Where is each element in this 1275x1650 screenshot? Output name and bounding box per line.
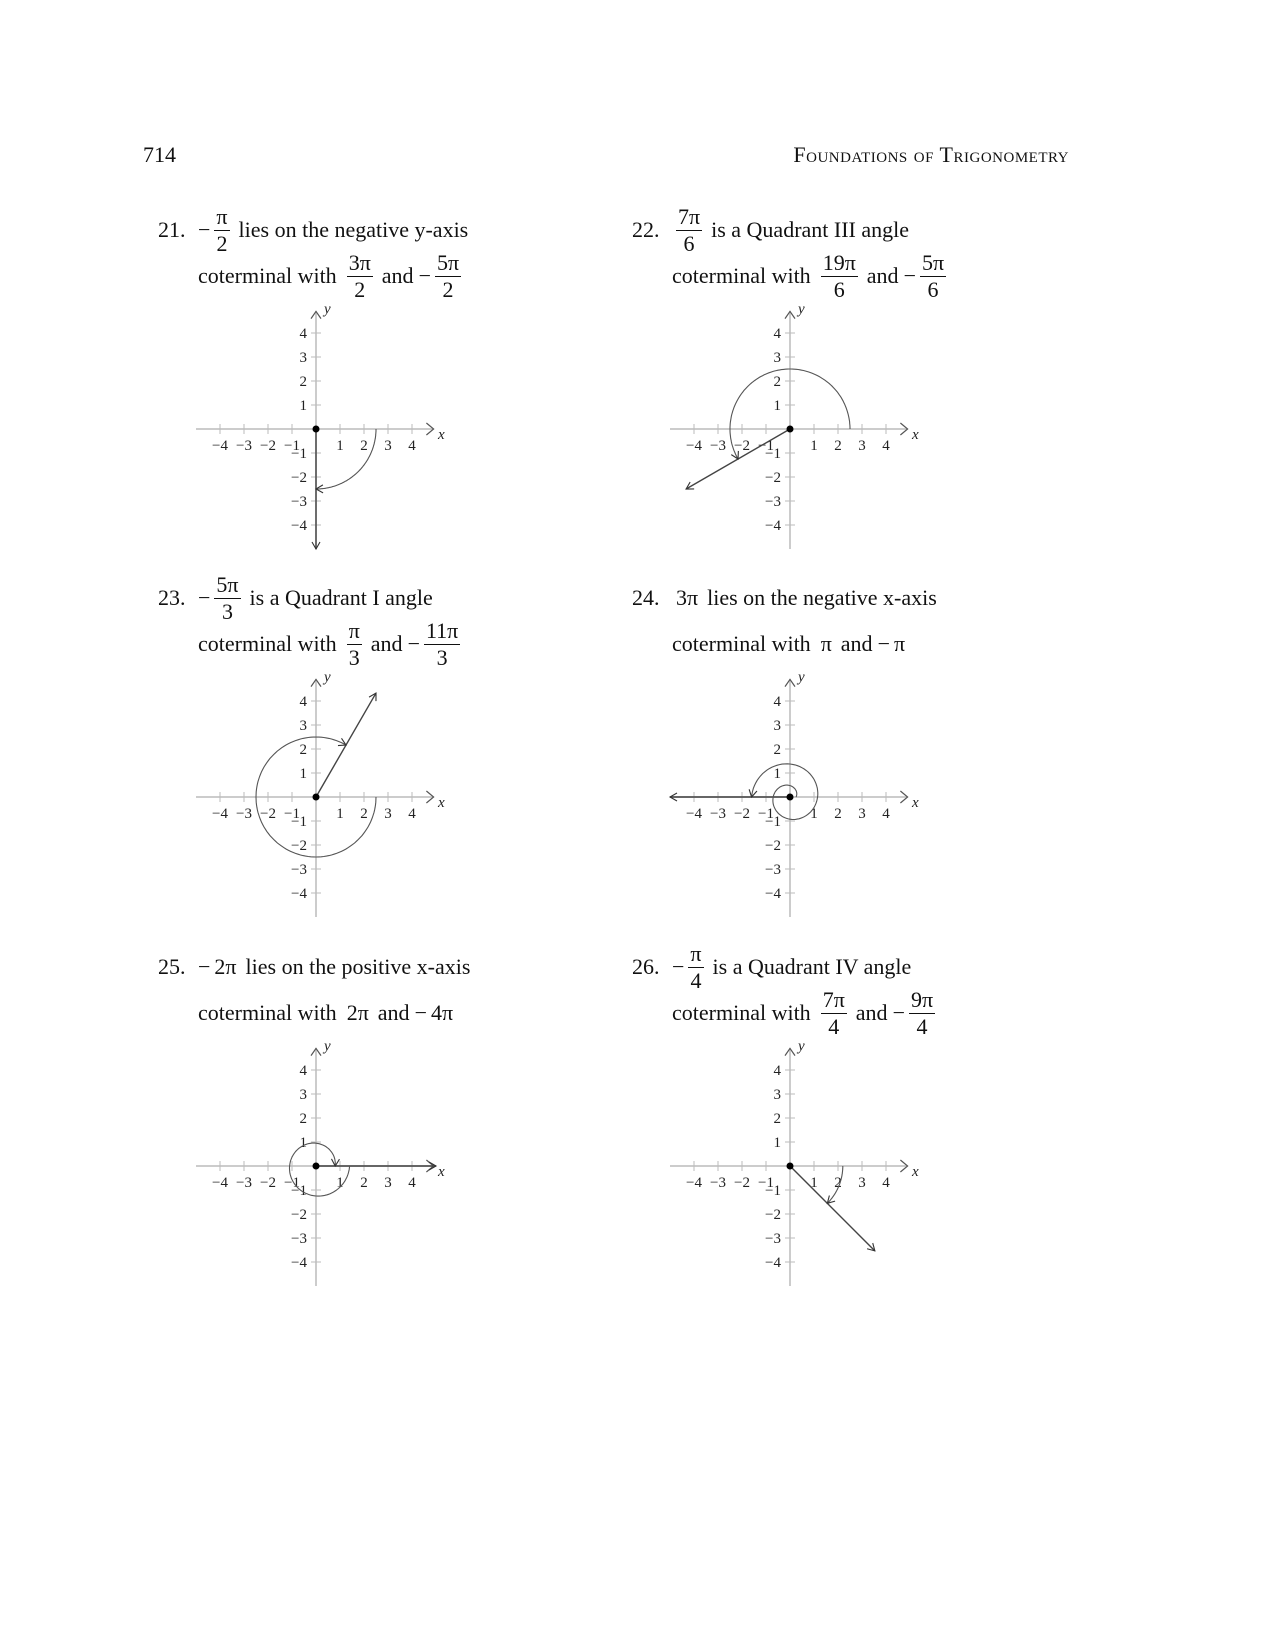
coterminal-label: coterminal with (198, 1000, 337, 1025)
x-axis-label: x (912, 1164, 919, 1180)
coterminal-statement (198, 619, 464, 669)
y-tick-label: 1 (773, 1135, 781, 1151)
coterminal-2-numerator: 5π (436, 249, 460, 275)
angle-denominator: 2 (216, 230, 228, 256)
x-tick-label: 1 (336, 1175, 344, 1191)
page-number: 714 (143, 142, 176, 167)
y-tick-label: −1 (765, 446, 781, 462)
x-tick-label: 1 (810, 438, 818, 454)
coterminal-1-fraction (821, 986, 847, 1039)
coterminal-1-fraction (347, 617, 362, 670)
coterminal-1-fraction (821, 249, 858, 302)
y-tick-label: 1 (773, 766, 781, 782)
y-tick-label: 1 (299, 1135, 307, 1151)
coterminal-statement (672, 988, 939, 1038)
problem-number: 26. (632, 954, 660, 979)
origin-point (313, 794, 320, 801)
statement-text: lies on the positive x-axis (245, 954, 471, 979)
coterminal-2-fraction (435, 249, 461, 302)
problem-statement (158, 942, 475, 992)
statement-text: is a Quadrant III angle (711, 217, 910, 242)
y-tick-label: −4 (765, 886, 781, 902)
y-tick-label: −4 (765, 1255, 781, 1271)
x-tick-label: −2 (260, 438, 276, 454)
running-title: Foundations of Trigonometry (793, 142, 1069, 167)
coterminal-statement (672, 251, 950, 301)
x-axis-label: x (438, 1164, 445, 1180)
x-tick-label: 4 (408, 438, 416, 454)
y-tick-label: −4 (291, 1255, 307, 1271)
coterminal-2-denominator: 2 (442, 276, 454, 302)
y-tick-label: −4 (291, 518, 307, 534)
coterminal-1-numerator: 3π (348, 249, 371, 275)
x-tick-label: 2 (360, 1175, 368, 1191)
unit-graph (660, 667, 960, 937)
x-tick-label: −1 (284, 806, 300, 822)
y-tick-label: −1 (291, 1183, 307, 1199)
unit-graph (186, 1036, 486, 1306)
x-tick-label: 2 (834, 806, 842, 822)
problem-number: 23. (158, 585, 186, 610)
coterminal-2-sign: − (407, 631, 420, 656)
origin-point (313, 1163, 320, 1170)
x-axis-label: x (912, 795, 919, 811)
angle-fraction (676, 203, 702, 256)
y-axis-label: y (324, 1038, 331, 1055)
problem-statement (632, 573, 942, 623)
x-tick-label: −4 (212, 806, 228, 822)
angle-sign: − (198, 217, 211, 242)
angle-denominator: 4 (690, 967, 702, 993)
coterminal-1-denominator: 4 (828, 1013, 840, 1039)
y-tick-label: 2 (299, 374, 307, 390)
y-tick-label: −1 (291, 446, 307, 462)
angle-sign: − (198, 954, 211, 979)
y-tick-label: 3 (299, 1087, 307, 1103)
coterminal-2-fraction (909, 986, 935, 1039)
problem-number: 21. (158, 217, 186, 242)
x-tick-label: −3 (236, 806, 252, 822)
x-tick-label: −2 (260, 1175, 276, 1191)
x-tick-label: −2 (260, 806, 276, 822)
x-tick-label: −2 (734, 438, 750, 454)
y-axis-label: y (798, 1038, 805, 1055)
x-tick-label: −3 (710, 438, 726, 454)
x-tick-label: 3 (384, 438, 392, 454)
x-axis-label: x (912, 427, 919, 443)
x-tick-label: 4 (408, 1175, 416, 1191)
y-tick-label: −1 (765, 814, 781, 830)
y-tick-label: 2 (299, 742, 307, 758)
angle-denominator: 6 (683, 230, 695, 256)
coterminal-1-numerator: 7π (822, 986, 845, 1012)
problem-number: 25. (158, 954, 186, 979)
coterminal-1-fraction (347, 249, 373, 302)
y-tick-label: −1 (291, 814, 307, 830)
y-tick-label: 4 (299, 326, 307, 342)
y-tick-label: −2 (291, 838, 307, 854)
angle-value: 2π (214, 954, 237, 979)
x-tick-label: 3 (384, 806, 392, 822)
statement-text: lies on the negative x-axis (707, 585, 937, 610)
x-axis-label: x (438, 427, 445, 443)
y-axis-label: y (798, 669, 805, 686)
y-tick-label: 4 (773, 694, 781, 710)
y-tick-label: −3 (291, 494, 307, 510)
coterminal-1-denominator: 3 (348, 644, 360, 670)
coterminal-2-sign: − (892, 1000, 905, 1025)
y-tick-label: −3 (765, 494, 781, 510)
y-tick-label: 3 (773, 718, 781, 734)
y-axis-label: y (324, 301, 331, 318)
x-tick-label: 3 (384, 1175, 392, 1191)
coterminal-label: coterminal with (672, 631, 811, 656)
coterminal-1-denominator: 6 (833, 276, 845, 302)
problem-number: 24. (632, 585, 660, 610)
problem-number: 22. (632, 217, 660, 242)
y-tick-label: −2 (291, 1207, 307, 1223)
coterminal-statement (198, 251, 465, 301)
problem-statement (158, 573, 438, 623)
and-text: and (370, 631, 403, 656)
angle-denominator: 3 (221, 598, 233, 624)
coterminal-1-value: π (820, 631, 832, 656)
y-tick-label: −4 (291, 886, 307, 902)
y-tick-label: −2 (765, 838, 781, 854)
origin-point (787, 426, 794, 433)
coterminal-1-value: 2π (346, 1000, 369, 1025)
x-tick-label: 3 (858, 438, 866, 454)
y-tick-label: 1 (299, 766, 307, 782)
x-tick-label: −4 (686, 1175, 702, 1191)
coterminal-label: coterminal with (672, 263, 811, 288)
y-tick-label: −4 (765, 518, 781, 534)
origin-point (787, 1163, 794, 1170)
statement-text: lies on the negative y-axis (238, 217, 469, 242)
angle-sign: − (672, 954, 685, 979)
and-text: and (840, 631, 873, 656)
coterminal-2-numerator: 11π (425, 617, 459, 643)
x-tick-label: −2 (734, 1175, 750, 1191)
origin-point (313, 426, 320, 433)
y-tick-label: −1 (765, 1183, 781, 1199)
angle-numerator: 5π (216, 571, 239, 597)
y-tick-label: 2 (773, 374, 781, 390)
x-tick-label: 4 (882, 806, 890, 822)
angle-fraction (214, 571, 240, 624)
coterminal-1-numerator: 19π (822, 249, 856, 275)
coterminal-2-sign: − (414, 1000, 427, 1025)
angle-value: 3π (676, 585, 699, 610)
unit-graph (660, 299, 960, 569)
problem-statement (158, 205, 473, 255)
y-tick-label: −2 (765, 470, 781, 486)
and-text: and (866, 263, 899, 288)
x-tick-label: −3 (710, 806, 726, 822)
problem-statement (632, 205, 914, 255)
x-tick-label: −1 (758, 806, 774, 822)
x-tick-label: 4 (408, 806, 416, 822)
coterminal-label: coterminal with (672, 1000, 811, 1025)
coterminal-label: coterminal with (198, 263, 337, 288)
x-tick-label: −1 (758, 1175, 774, 1191)
y-tick-label: −3 (765, 1231, 781, 1247)
angle-numerator: 7π (678, 203, 701, 229)
y-tick-label: 1 (773, 398, 781, 414)
y-tick-label: 4 (773, 1063, 781, 1079)
x-tick-label: 1 (810, 806, 818, 822)
x-axis-label: x (438, 795, 445, 811)
coterminal-2-sign: − (418, 263, 431, 288)
angle-fraction (688, 940, 703, 993)
y-tick-label: 2 (773, 1111, 781, 1127)
problem-statement (632, 942, 916, 992)
x-tick-label: −3 (710, 1175, 726, 1191)
coterminal-1-numerator: π (348, 617, 360, 643)
y-tick-label: 2 (773, 742, 781, 758)
coterminal-2-denominator: 4 (916, 1013, 928, 1039)
x-tick-label: −1 (284, 438, 300, 454)
x-tick-label: 4 (882, 438, 890, 454)
y-tick-label: −2 (291, 470, 307, 486)
x-tick-label: 1 (336, 438, 344, 454)
coterminal-2-denominator: 6 (927, 276, 939, 302)
coterminal-1-denominator: 2 (354, 276, 366, 302)
x-tick-label: 2 (834, 438, 842, 454)
angle-numerator: π (690, 940, 702, 966)
coterminal-label: coterminal with (198, 631, 337, 656)
x-tick-label: 3 (858, 1175, 866, 1191)
coterminal-2-value: π (893, 631, 906, 656)
origin-point (787, 794, 794, 801)
y-tick-label: −3 (291, 1231, 307, 1247)
unit-graph (186, 667, 486, 937)
x-tick-label: −4 (212, 1175, 228, 1191)
coterminal-2-sign: − (877, 631, 890, 656)
statement-text: is a Quadrant IV angle (712, 954, 912, 979)
y-tick-label: 1 (299, 398, 307, 414)
coterminal-2-fraction (920, 249, 946, 302)
x-tick-label: 1 (336, 806, 344, 822)
y-tick-label: 4 (773, 326, 781, 342)
y-tick-label: 3 (773, 1087, 781, 1103)
x-tick-label: −2 (734, 806, 750, 822)
x-tick-label: 3 (858, 806, 866, 822)
and-text: and (855, 1000, 888, 1025)
y-tick-label: −3 (291, 862, 307, 878)
y-tick-label: 3 (773, 350, 781, 366)
y-axis-label: y (324, 669, 331, 686)
and-text: and (381, 263, 414, 288)
y-tick-label: 4 (299, 1063, 307, 1079)
and-text: and (377, 1000, 410, 1025)
x-tick-label: −4 (212, 438, 228, 454)
coterminal-statement (672, 619, 909, 669)
x-tick-label: −3 (236, 1175, 252, 1191)
unit-graph (660, 1036, 960, 1306)
statement-text: is a Quadrant I angle (249, 585, 433, 610)
coterminal-2-denominator: 3 (436, 644, 448, 670)
x-tick-label: −4 (686, 806, 702, 822)
x-tick-label: 1 (810, 1175, 818, 1191)
y-tick-label: 4 (299, 694, 307, 710)
y-tick-label: −2 (765, 1207, 781, 1223)
x-tick-label: −1 (284, 1175, 300, 1191)
coterminal-2-numerator: 9π (910, 986, 934, 1012)
angle-fraction (214, 203, 229, 256)
x-tick-label: −1 (758, 438, 774, 454)
y-tick-label: 2 (299, 1111, 307, 1127)
coterminal-2-value: 4π (430, 1000, 454, 1025)
angle-numerator: π (216, 203, 228, 229)
x-tick-label: 2 (360, 806, 368, 822)
coterminal-2-sign: − (903, 263, 916, 288)
coterminal-2-numerator: 5π (921, 249, 945, 275)
coterminal-statement (198, 988, 457, 1038)
x-tick-label: −4 (686, 438, 702, 454)
unit-graph (186, 299, 486, 569)
x-tick-label: −3 (236, 438, 252, 454)
y-tick-label: 3 (299, 350, 307, 366)
x-tick-label: 2 (360, 438, 368, 454)
angle-sign: − (198, 585, 211, 610)
y-tick-label: −3 (765, 862, 781, 878)
x-tick-label: 4 (882, 1175, 890, 1191)
y-axis-label: y (798, 301, 805, 318)
x-tick-label: 2 (834, 1175, 842, 1191)
coterminal-2-fraction (424, 617, 460, 670)
y-tick-label: 3 (299, 718, 307, 734)
